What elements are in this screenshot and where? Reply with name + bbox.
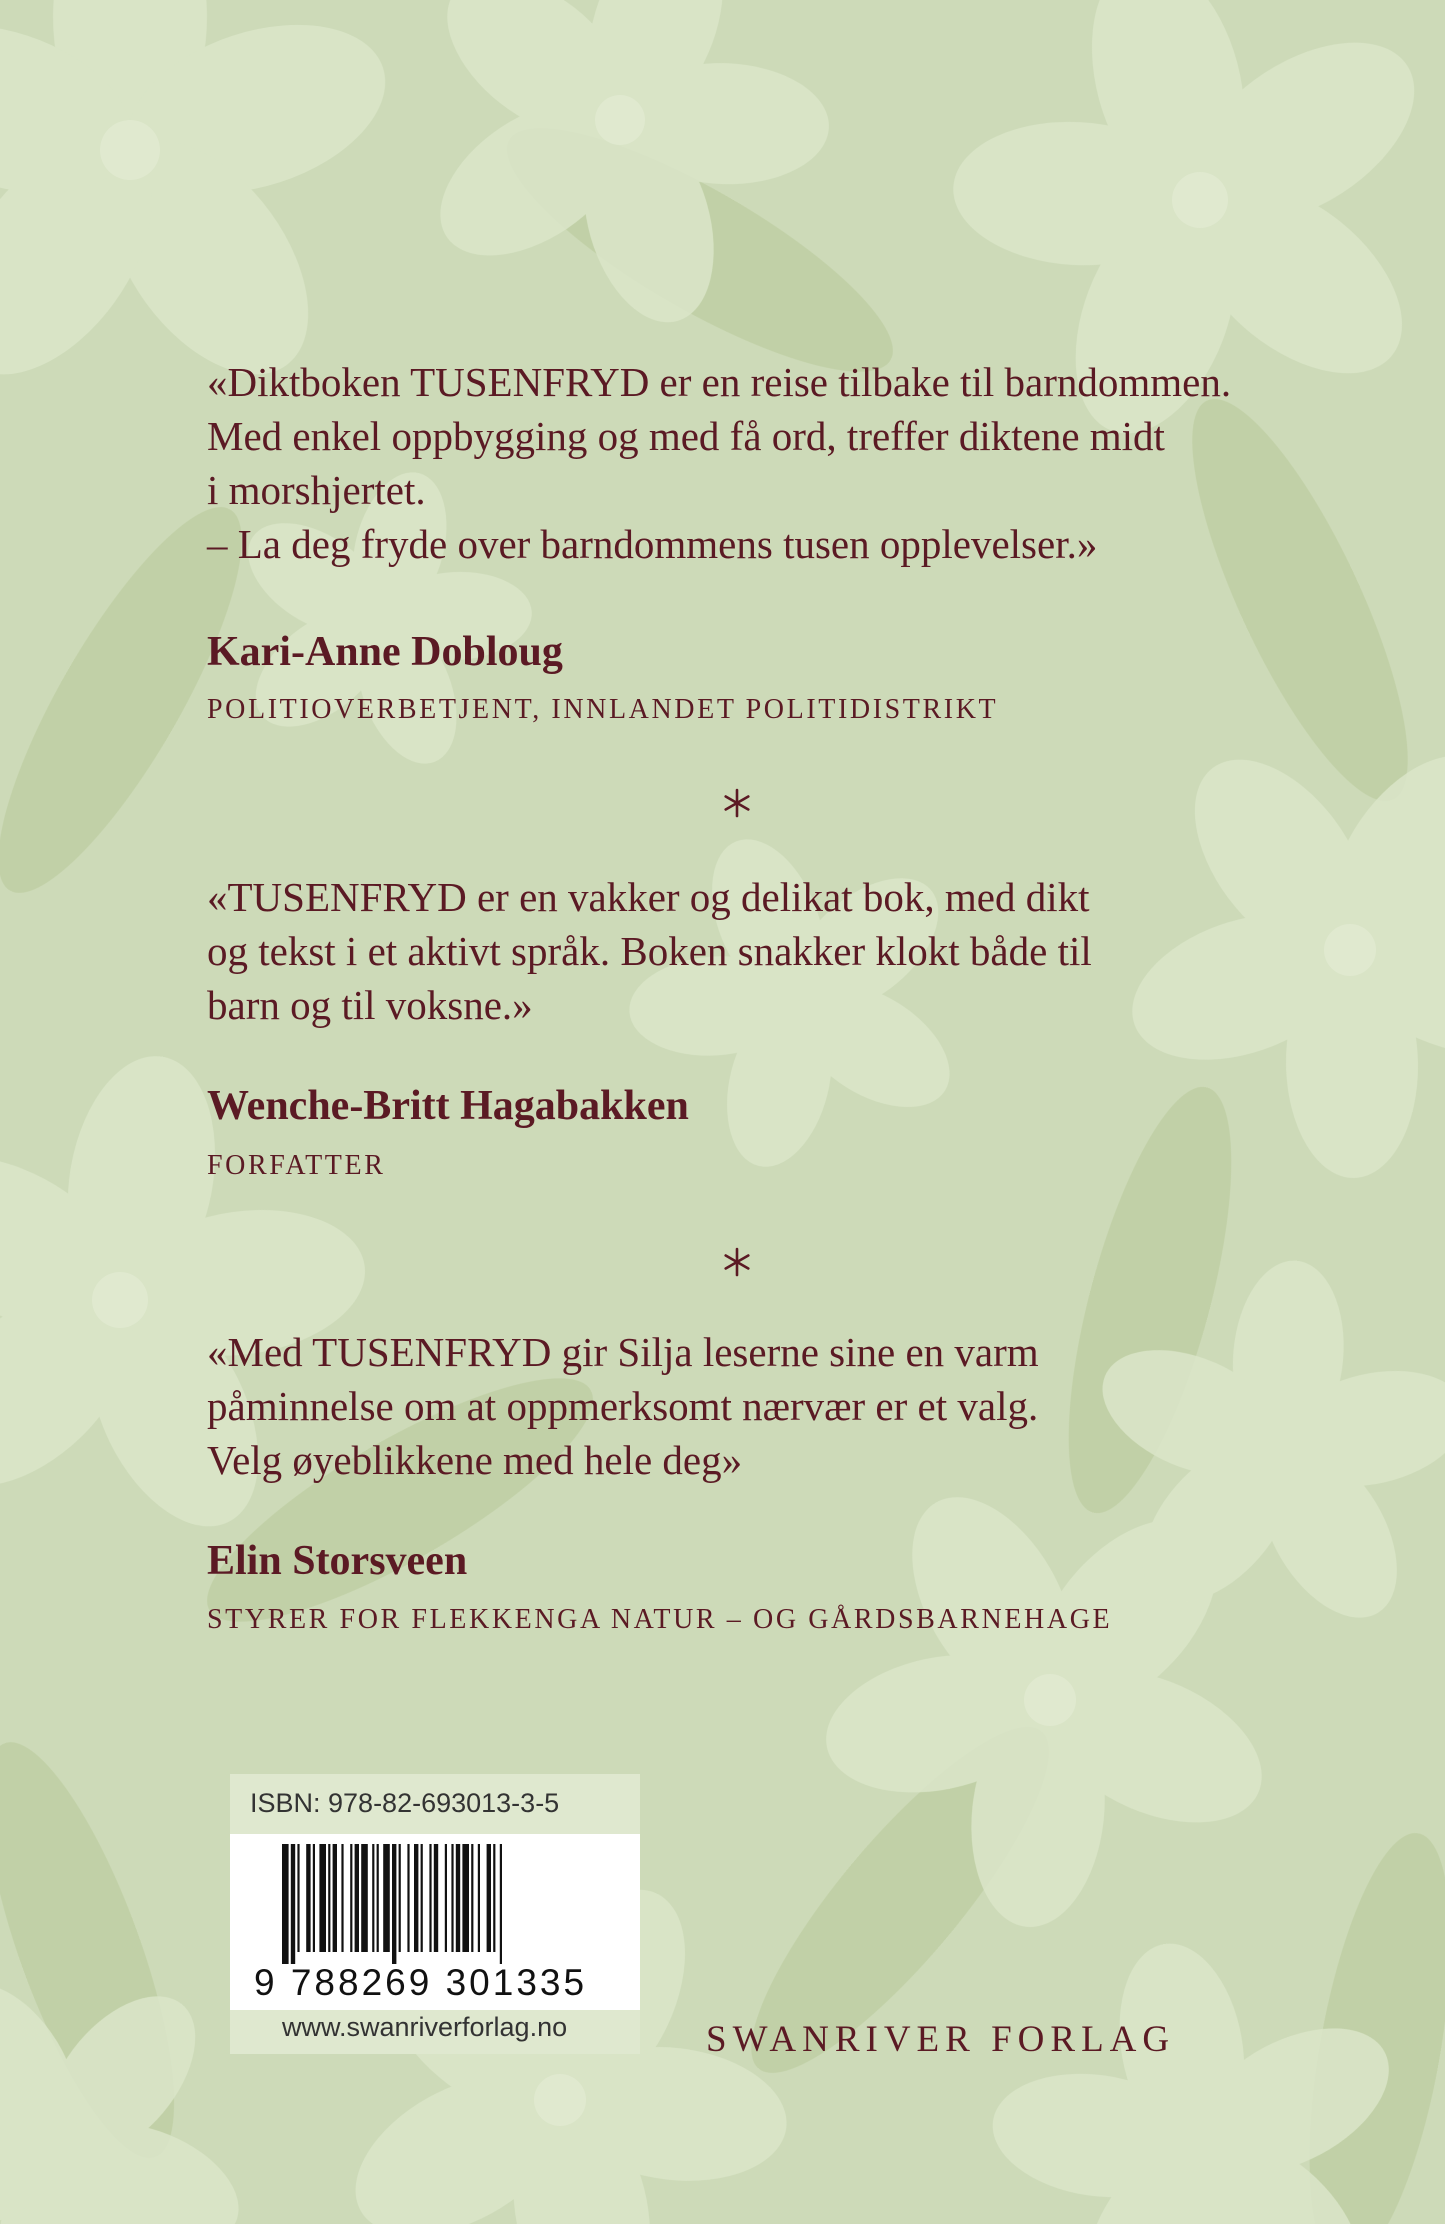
- barcode-digits: 9 788269 301335: [254, 1962, 588, 2003]
- barcode-bar: [407, 1844, 409, 1952]
- publisher-website: www.swanriverforlag.no: [282, 2012, 568, 2042]
- barcode-bar: [383, 1844, 390, 1952]
- quote-line: og tekst i et aktivt språk. Boken snakker klokt både til: [207, 928, 1092, 974]
- barcode-bar: [291, 1844, 295, 1964]
- barcode-bar: [399, 1844, 401, 1952]
- barcode-bar: [462, 1844, 469, 1952]
- barcode-bar: [471, 1844, 473, 1952]
- asterisk-icon: [722, 788, 752, 818]
- barcode-bar: [350, 1844, 352, 1952]
- barcode-bar: [355, 1844, 359, 1952]
- barcode-bar: [429, 1844, 431, 1952]
- quote-line: Velg øyeblikkene med hele deg»: [207, 1437, 743, 1483]
- barcode-bar: [493, 1844, 495, 1952]
- testimonial-quote-3: [207, 1325, 1337, 1487]
- testimonial-role-1: POLITIOVERBETJENT, INNLANDET POLITIDISTRIKT: [207, 694, 999, 725]
- barcode-bar: [361, 1844, 368, 1952]
- barcode-bar: [313, 1844, 315, 1952]
- publisher-name: SWANRIVER FORLAG: [706, 2019, 1176, 2060]
- quote-line: barn og til voksne.»: [207, 982, 533, 1028]
- testimonial-role-3: STYRER FOR FLEKKENGA NATUR – OG GÅRDSBARNEHAGE: [207, 1604, 1113, 1635]
- asterisk-icon: [722, 1247, 752, 1277]
- quote-line: «Med TUSENFRYD gir Silja leserne sine en varm: [207, 1329, 1039, 1375]
- quote-line: påminnelse om at oppmerksomt nærvær er et valg.: [207, 1383, 1039, 1429]
- barcode-bar: [434, 1844, 438, 1952]
- barcode-bar: [372, 1844, 374, 1952]
- quote-line: «Diktboken TUSENFRYD er en reise tilbake til barndommen.: [207, 359, 1232, 405]
- barcode-bar: [319, 1844, 326, 1952]
- testimonial-role-2: FORFATTER: [207, 1150, 386, 1181]
- quote-line: – La deg fryde over barndommens tusen opplevelser.»: [207, 521, 1098, 567]
- barcode-bar: [456, 1844, 460, 1952]
- testimonial-quote-2: [207, 870, 1337, 1032]
- quote-line: «TUSENFRYD er en vakker og delikat bok, med dikt: [207, 874, 1090, 920]
- barcode-bar: [297, 1844, 299, 1952]
- barcode-bar: [414, 1844, 418, 1952]
- barcode-bar: [392, 1844, 396, 1964]
- barcode-bar: [478, 1844, 480, 1952]
- barcode-bar: [377, 1844, 379, 1952]
- barcode-bar: [487, 1844, 491, 1952]
- testimonial-quote-1: [207, 355, 1337, 571]
- barcode: [230, 1834, 640, 2010]
- barcode-bar: [451, 1844, 453, 1952]
- quote-line: i morshjertet.: [207, 467, 426, 513]
- barcode-bar: [328, 1844, 330, 1952]
- testimonial-author-1: Kari-Anne Dobloug: [207, 629, 563, 675]
- barcode-bar: [421, 1844, 423, 1952]
- barcode-bar: [333, 1844, 337, 1952]
- barcode-bar: [341, 1844, 343, 1952]
- quote-line: Med enkel oppbygging og med få ord, treffer diktene midt: [207, 413, 1165, 459]
- barcode-bars: [282, 1844, 582, 1964]
- barcode-bar: [282, 1844, 289, 1964]
- testimonial-author-2: Wenche-Britt Hagabakken: [207, 1083, 689, 1129]
- isbn-number: ISBN: 978-82-693013-3-5: [250, 1788, 560, 1818]
- barcode-bar: [445, 1844, 447, 1952]
- testimonial-author-3: Elin Storsveen: [207, 1538, 468, 1584]
- barcode-bar: [306, 1844, 310, 1952]
- isbn-barcode-block: [230, 1774, 640, 2054]
- barcode-bar: [500, 1844, 502, 1964]
